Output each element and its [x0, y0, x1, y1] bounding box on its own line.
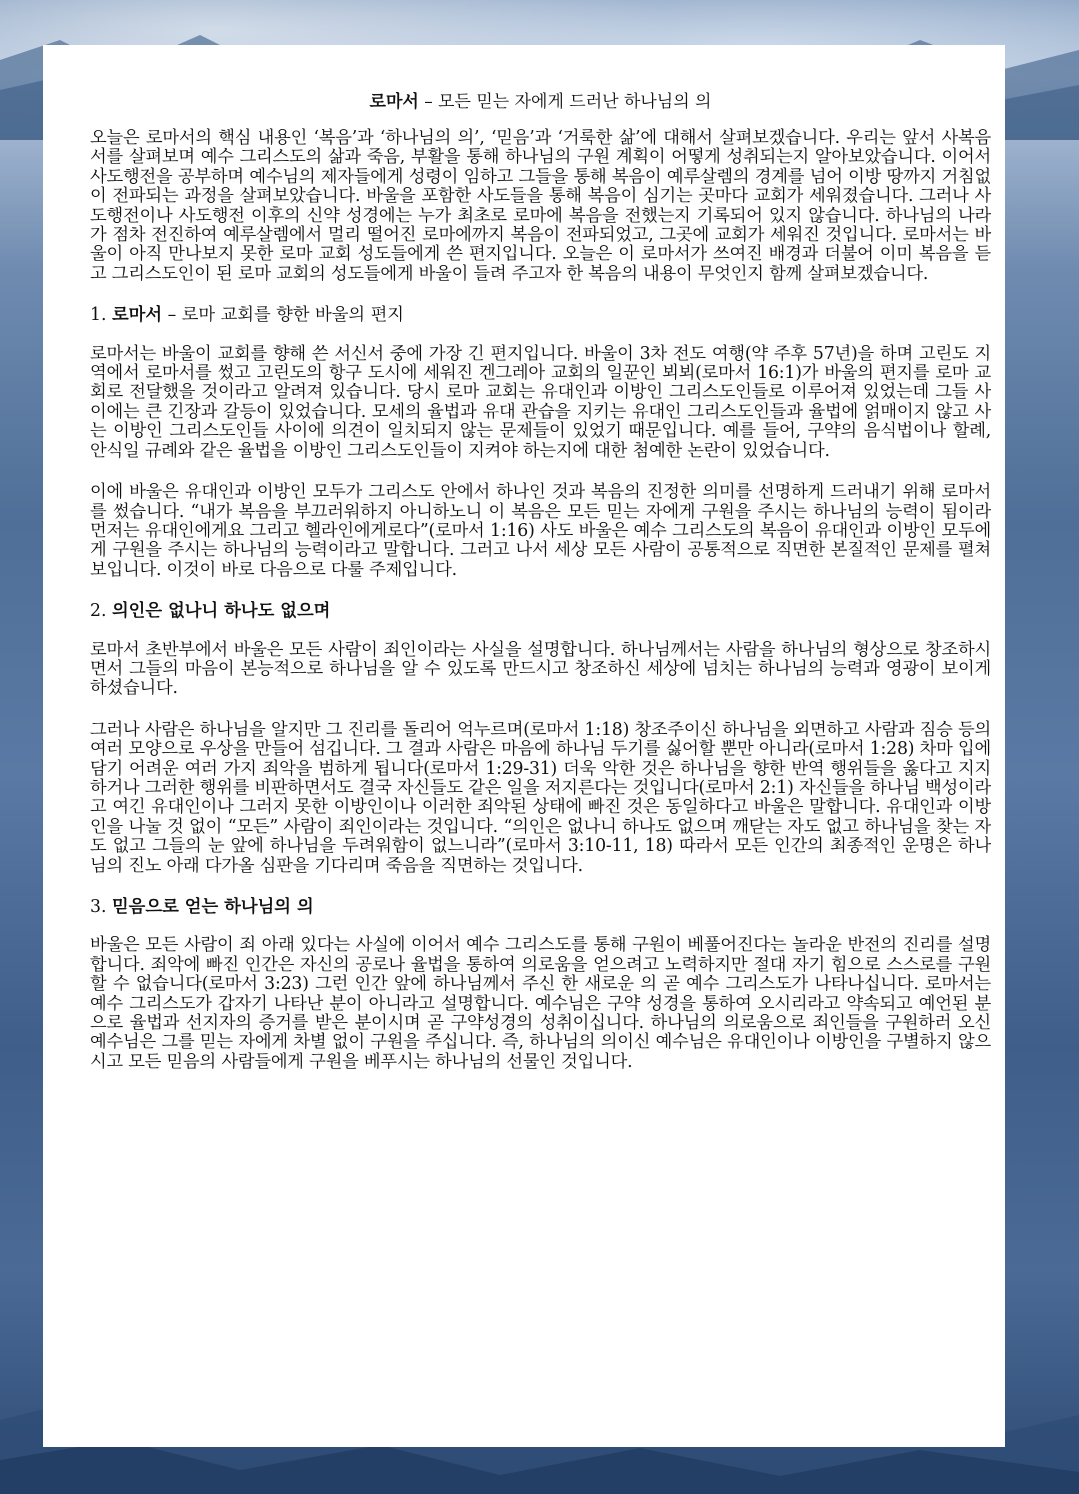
section-1-bold: 로마서: [111, 305, 163, 326]
section-3-heading: [90, 898, 991, 917]
document-page: [43, 45, 1005, 1447]
section-3-number: 3.: [90, 897, 112, 917]
section-2-number: 2.: [90, 601, 112, 622]
title-bold: 로마서: [369, 92, 419, 112]
document-title: [90, 90, 991, 114]
section-1-paragraph: 이에 바울은 유대인과 이방인 모두가 그리스도 안에서 하나인 것과 복음의 진정한 의미를 선명하게 드러내기 위해 로마서를 썼습니다. “내가 복음을 부끄러워하지 아니하노니 이 복음은 모든 믿는 자에게 구원을 주시는 하나님의 능력이 됨이라 먼저는 유대인에게요 그리고 헬라인에게로다”(로마서 1:16) 사도 바울은 예수 그리스도의 복음이 유대인과 이방인 모두에게 구원을 주시는 하나님의 능력이라고 말합니다. 그러고 나서 세상 모든 사람이 공통적으로 직면한 본질적인 문제를 펼쳐 보입니다. 이것이 바로 다음으로 다룰 주제입니다.: [90, 482, 991, 580]
section-1-rest: – 로마 교회를 향한 바울의 편지: [162, 305, 405, 326]
section-1-heading: [90, 306, 991, 325]
title-rest: – 모든 믿는 자에게 드러난 하나님의 의: [418, 92, 712, 112]
section-2-paragraph: 로마서 초반부에서 바울은 모든 사람이 죄인이라는 사실을 설명합니다. 하나님께서는 사람을 하나님의 형상으로 창조하시면서 그들의 마음이 본능적으로 하나님을 알 수 있도록 만드시고 창조하신 세상에 넘치는 하나님의 능력과 영광이 보이게 하셨습니다.: [90, 639, 991, 699]
intro-paragraph: 오늘은 로마서의 핵심 내용인 ‘복음’과 ‘하나님의 의’, ‘믿음’과 ‘거룩한 삶’에 대해서 살펴보겠습니다. 우리는 앞서 사복음서를 살펴보며 예수 그리스도의 삶과 죽음, 부활을 통해 하나님의 구원 계획이 어떻게 성취되는지 알아보았습니다. 이어서 사도행전을 공부하며 예수님의 제자들에게 성령이 임하고 그들을 통해 복음이 예루살렘의 경계를 넘어 이방 땅까지 거침없이 전파되는 과정을 살펴보았습니다. 바울을 포함한 사도들을 통해 복음이 심기는 곳마다 교회가 세워졌습니다. 그러나 사도행전이나 사도행전 이후의 신약 성경에는 누가 최초로 로마에 복음을 전했는지 기록되어 있지 않습니다. 하나님의 나라가 점차 전진하여 예루살렘에서 멀리 떨어진 로마에까지 복음이 전파되었고, 그곳에 교회가 세워진 것입니다. 로마서는 바울이 아직 만나보지 못한 로마 교회 성도들에게 쓴 편지입니다. 오늘은 이 로마서가 쓰여진 배경과 더불어 이미 복음을 듣고 그리스도인이 된 로마 교회의 성도들에게 바울이 들려 주고자 한 복음의 내용이 무엇인지 함께 살펴보겠습니다.: [90, 128, 991, 284]
section-1-number: 1.: [90, 305, 112, 326]
section-2-bold: 의인은 없나니 하나도 없으며: [111, 601, 331, 622]
section-2-heading: [90, 602, 991, 621]
section-2-paragraph: 그러나 사람은 하나님을 알지만 그 진리를 돌리어 억누르며(로마서 1:18) 창조주이신 하나님을 외면하고 사람과 짐승 등의 여러 모양으로 우상을 만들어 섬깁니다. 그 결과 사람은 마음에 하나님 두기를 싫어할 뿐만 아니라(로마서 1:28) 차마 입에 담기 어려운 여러 가지 죄악을 범하게 됩니다(로마서 1:29-31) 더욱 악한 것은 하나님을 향한 반역 행위들을 옳다고 지지하거나 그러한 행위를 비판하면서도 결국 자신들도 같은 일을 저지른다는 것입니다(로마서 2:1) 자신들을 하나님 백성이라고 여긴 유대인이나 그러지 못한 이방인이나 이러한 죄악된 상태에 빠진 것은 동일하다고 바울은 말합니다. 유대인과 이방인을 나눌 것 없이 “모든” 사람이 죄인이라는 것입니다. “의인은 없나니 하나도 없으며 깨닫는 자도 없고 하나님을 찾는 자도 없고 그들의 눈 앞에 하나님을 두려워함이 없느니라”(로마서 3:10-11, 18) 따라서 모든 인간의 최종적인 운명은 하나님의 진노 아래 다가올 심판을 기다리며 죽음을 직면하는 것입니다.: [90, 719, 991, 876]
section-1-paragraph: 로마서는 바울이 교회를 향해 쓴 서신서 중에 가장 긴 편지입니다. 바울이 3차 전도 여행(약 주후 57년)을 하며 고린도 지역에서 로마서를 썼고 고린도의 항구 도시에 세워진 겐그레아 교회의 일꾼인 뵈뵈(로마서 16:1)가 바울의 편지를 로마 교회로 전달했을 것이라고 알려져 있습니다. 당시 로마 교회는 유대인과 이방인 그리스도인들로 이루어져 있었는데 그들 사이에는 큰 긴장과 갈등이 있었습니다. 모세의 율법과 유대 관습을 지키는 유대인 그리스도인들과 율법에 얽매이지 않고 사는 이방인 그리스도인들 사이에 의견이 일치되지 않는 문제들이 있었기 때문입니다. 예를 들어, 구약의 음식법이나 할례, 안식일 규례와 같은 율법을 이방인 그리스도인들이 지켜야 하는지에 대한 첨예한 논란이 있었습니다.: [90, 343, 991, 461]
section-3-paragraph: 바울은 모든 사람이 죄 아래 있다는 사실에 이어서 예수 그리스도를 통해 구원이 베풀어진다는 놀라운 반전의 진리를 설명합니다. 죄악에 빠진 인간은 자신의 공로나 율법을 통하여 의로움을 얻으려고 노력하지만 절대 자기 힘으로 스스로를 구원할 수 없습니다(로마서 3:23) 그런 인간 앞에 하나님께서 주신 한 새로운 의 곧 예수 그리스도가 나타나십니다. 로마서는 예수 그리스도가 갑자기 나타난 분이 아니라고 설명합니다. 예수님은 구약 성경을 통하여 오시리라고 약속되고 예언된 분으로 율법과 선지자의 증거를 받은 분이시며 곧 구약성경의 성취이십니다. 하나님의 의로움으로 죄인들을 구원하러 오신 예수님은 그를 믿는 자에게 차별 없이 구원을 주십니다. 즉, 하나님의 의이신 예수님은 유대인이나 이방인을 구별하지 않으시고 모든 믿음의 사람들에게 구원을 베푸시는 하나님의 선물인 것입니다.: [90, 935, 991, 1072]
section-3-bold: 믿음으로 얻는 하나님의 의: [111, 897, 314, 917]
